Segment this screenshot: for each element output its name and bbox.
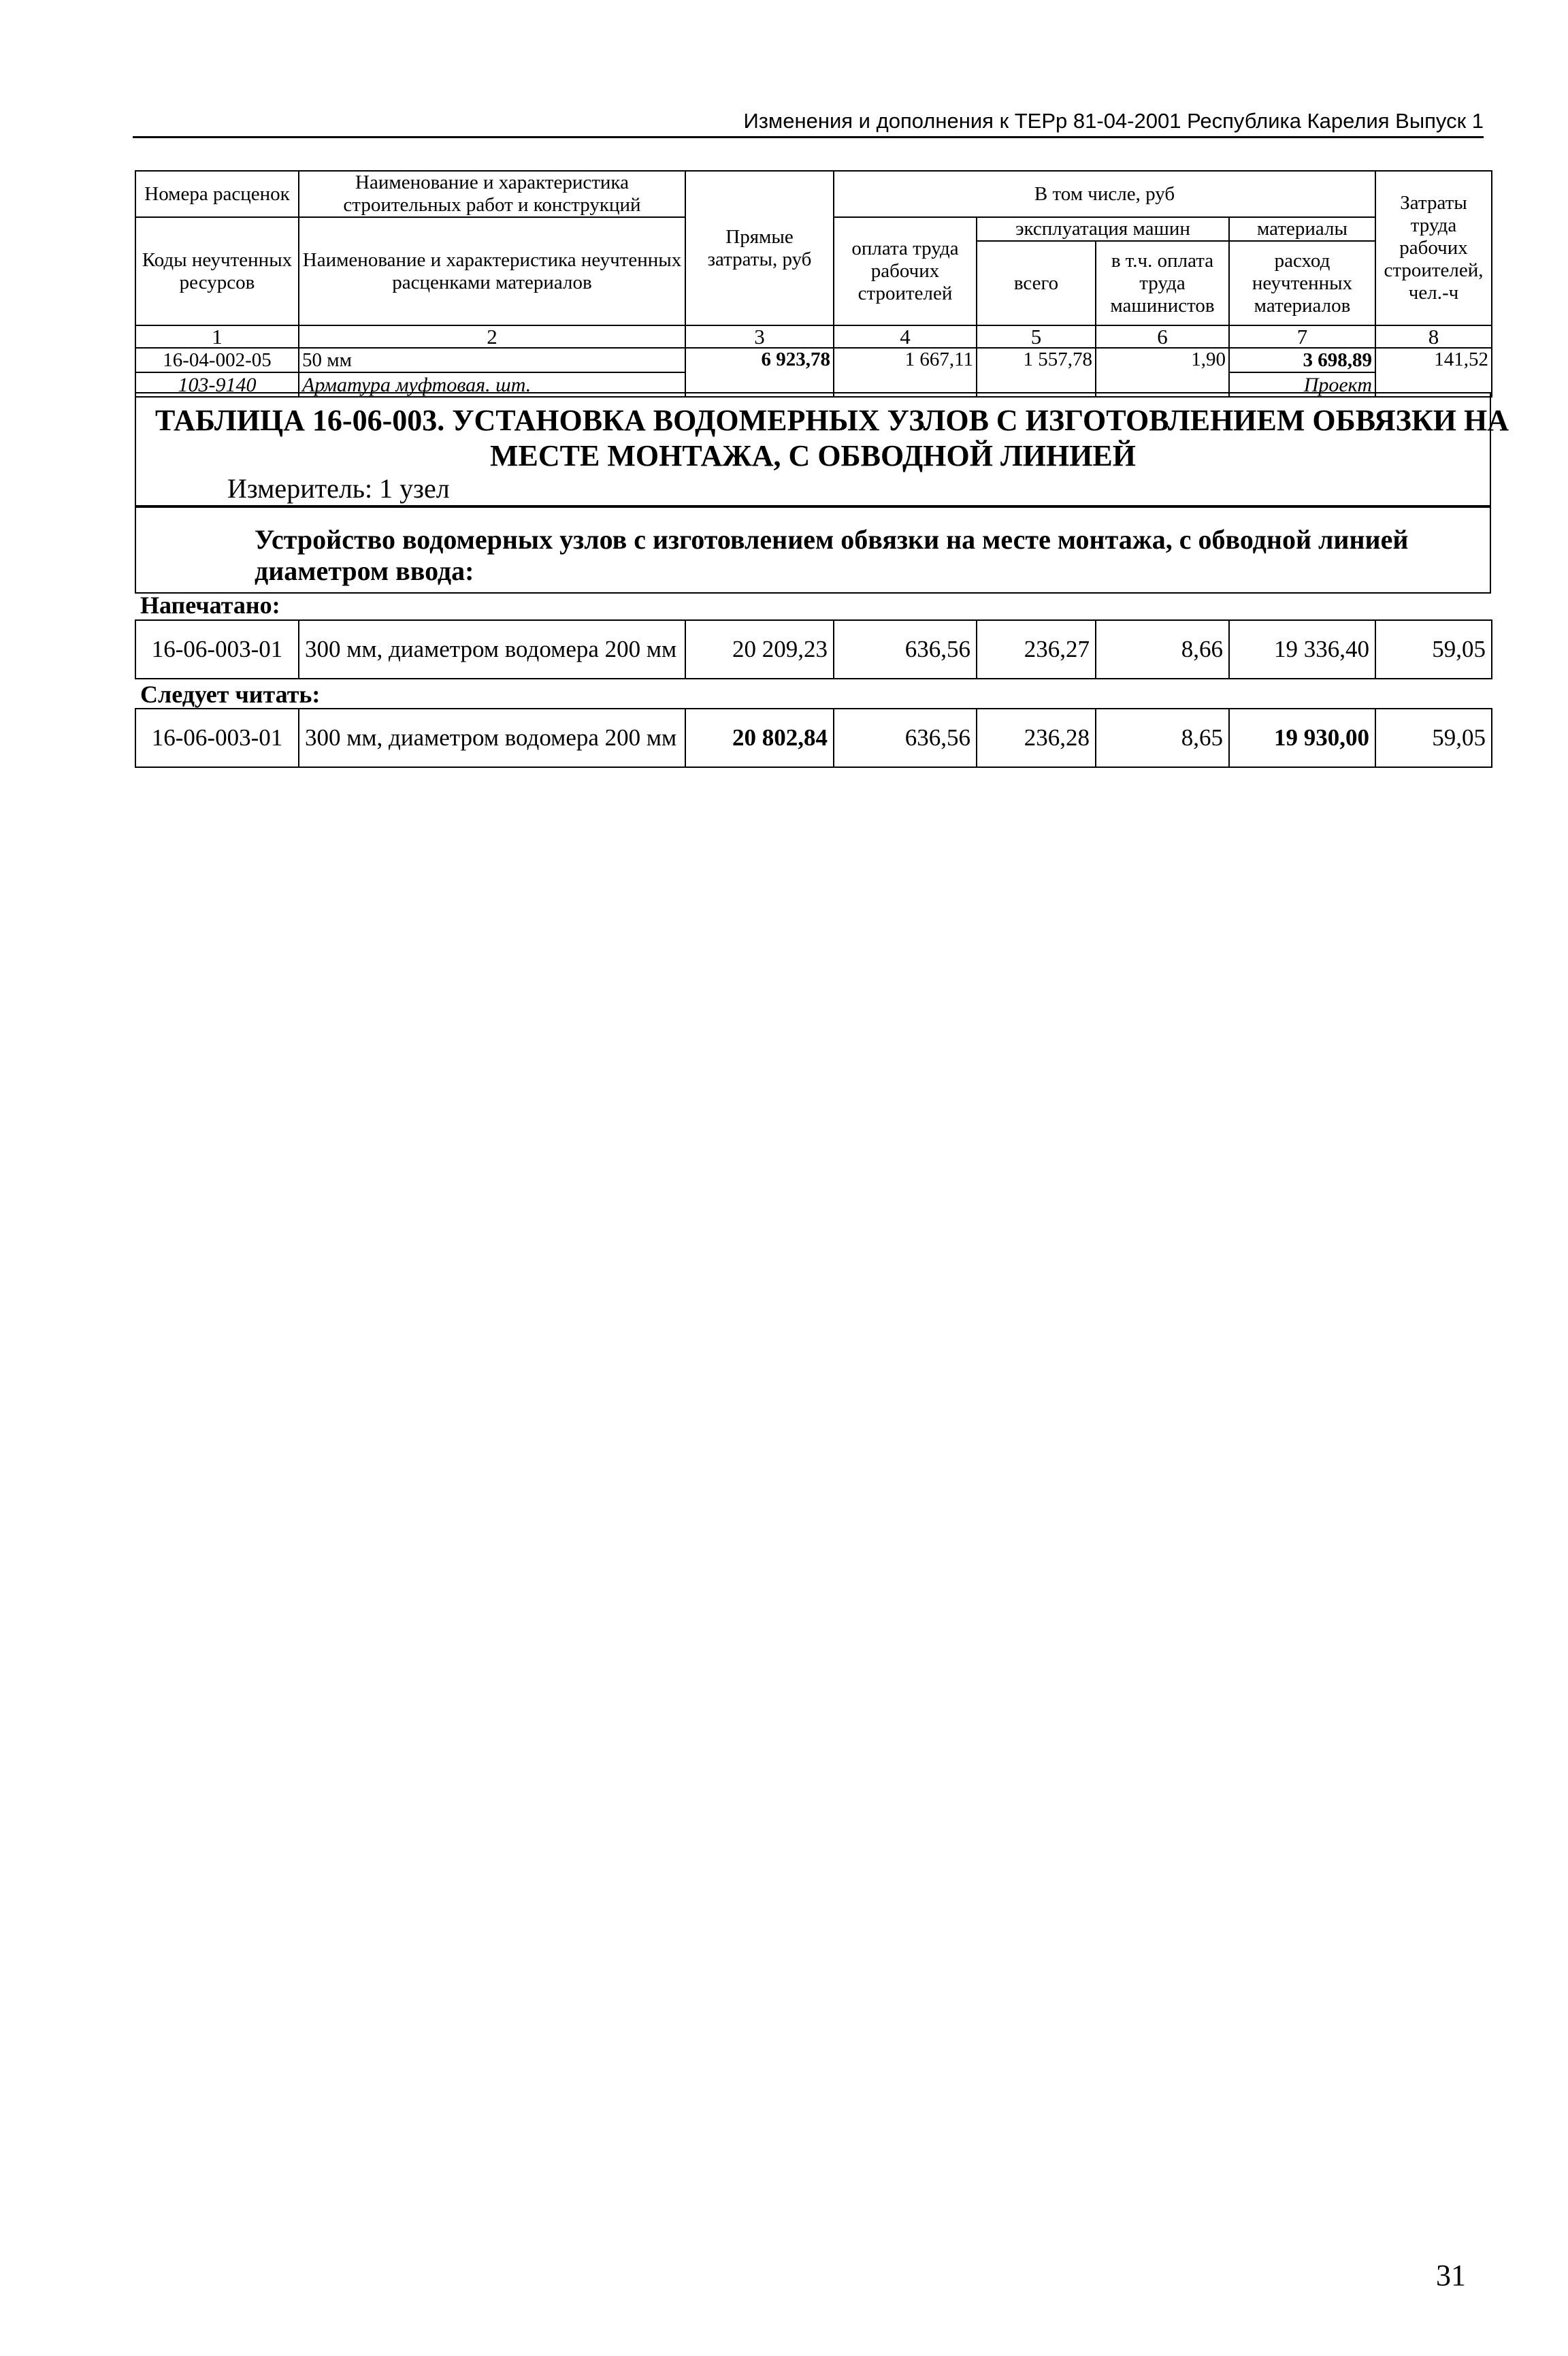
work-name: 50 мм — [299, 348, 685, 372]
machines-total: 236,28 — [977, 709, 1096, 767]
should-read-table — [135, 708, 1492, 768]
direct-costs: 20 802,84 — [685, 709, 834, 767]
col-header-machines-total: всего — [977, 241, 1096, 325]
col-header-work-name: Наименование и характеристика строительных работ и конструкций — [299, 171, 685, 217]
col-number: 3 — [685, 325, 834, 348]
materials-note: Проект — [1229, 372, 1375, 397]
table-title-line1: ТАБЛИЦА 16-06-003. УСТАНОВКА ВОДОМЕРНЫХ УЗЛОВ С ИЗГОТОВЛЕНИЕМ ОБВЯЗКИ НА — [155, 404, 1509, 437]
measure-unit: Измеритель: 1 узел — [227, 473, 450, 504]
labor-pay: 1 667,11 — [834, 348, 977, 397]
rate-code: 16-06-003-01 — [135, 709, 299, 767]
table-row — [135, 620, 1492, 679]
printed-label: Напечатано: — [140, 592, 280, 619]
page-number: 31 — [1436, 2259, 1466, 2292]
machinists-pay: 8,66 — [1096, 620, 1229, 679]
col-header-materials: материалы — [1229, 217, 1375, 241]
materials-cost: 3 698,89 — [1229, 348, 1375, 372]
table-title-line2: МЕСТЕ МОНТАЖА, С ОБВОДНОЙ ЛИНИЕЙ — [490, 439, 1136, 472]
machinists-pay: 1,90 — [1096, 348, 1229, 397]
work-name: 300 мм, диаметром водомера 200 мм — [299, 620, 685, 679]
labor-hours: 59,05 — [1375, 620, 1492, 679]
materials-cost: 19 336,40 — [1229, 620, 1375, 679]
col-header-material-name: Наименование и характеристика неучтенных расценками материалов — [299, 217, 685, 325]
col-header-machines: эксплуатация машин — [977, 217, 1229, 241]
col-number: 2 — [299, 325, 685, 348]
should-read-label: Следует читать: — [140, 681, 321, 708]
col-number: 4 — [834, 325, 977, 348]
labor-hours: 141,52 — [1375, 348, 1492, 397]
labor-pay: 636,56 — [834, 620, 977, 679]
col-header-machinists-pay: в т.ч. оплата труда машинистов — [1096, 241, 1229, 325]
labor-hours: 59,05 — [1375, 709, 1492, 767]
materials-cost: 19 930,00 — [1229, 709, 1375, 767]
running-header: Изменения и дополнения к ТЕРр 81-04-2001 Республика Карелия Выпуск 1 — [133, 108, 1484, 138]
col-header-resource-codes: Коды неучтенных ресурсов — [135, 217, 299, 325]
col-header-direct-costs: Прямые затраты, руб — [685, 171, 834, 325]
subtitle-block — [135, 506, 1491, 594]
rates-table-header — [135, 170, 1492, 398]
machinists-pay: 8,65 — [1096, 709, 1229, 767]
resource-name: Арматура муфтовая. шт. — [299, 372, 685, 397]
col-number: 1 — [135, 325, 299, 348]
table-row — [135, 709, 1492, 767]
col-header-labor-pay: оплата труда рабочих строителей — [834, 217, 977, 325]
machines-total: 1 557,78 — [977, 348, 1096, 397]
rate-code: 16-06-003-01 — [135, 620, 299, 679]
table-title-block — [135, 392, 1509, 506]
printed-table — [135, 619, 1492, 679]
col-number: 6 — [1096, 325, 1229, 348]
direct-costs: 20 209,23 — [685, 620, 834, 679]
col-header-unaccounted-materials: расход неучтенных материалов — [1229, 241, 1375, 325]
resource-code: 103-9140 — [135, 372, 299, 397]
table-row — [135, 348, 1492, 372]
col-header-rate-numbers: Номера расценок — [135, 171, 299, 217]
work-name: 300 мм, диаметром водомера 200 мм — [299, 709, 685, 767]
labor-pay: 636,56 — [834, 709, 977, 767]
work-subtitle: Устройство водомерных узлов с изготовлением обвязки на месте монтажа, с обводной линией диаметром ввода: — [255, 524, 1409, 586]
col-header-labor-costs: Затраты труда рабочих строителей, чел.-ч — [1375, 171, 1492, 325]
machines-total: 236,27 — [977, 620, 1096, 679]
rate-code: 16-04-002-05 — [135, 348, 299, 372]
direct-costs: 6 923,78 — [685, 348, 834, 397]
col-number: 8 — [1375, 325, 1492, 348]
col-number: 7 — [1229, 325, 1375, 348]
col-number: 5 — [977, 325, 1096, 348]
col-header-including: В том числе, руб — [834, 171, 1375, 217]
